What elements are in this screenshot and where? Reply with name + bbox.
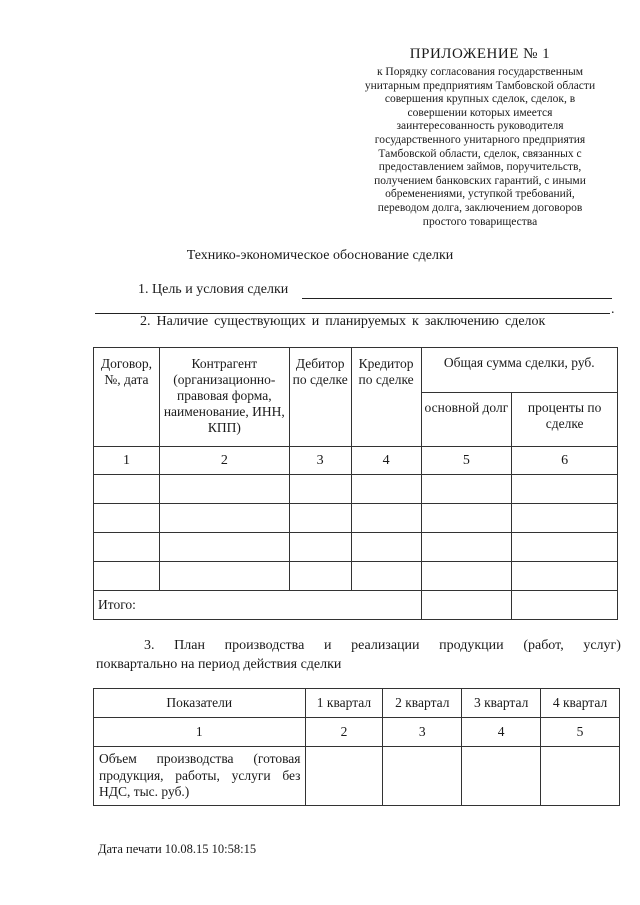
table-cell[interactable] <box>159 475 289 504</box>
header-quarter-3: 3 квартал <box>462 689 541 718</box>
print-date: Дата печати 10.08.15 10:58:15 <box>98 842 257 856</box>
section-3-word: (работ, <box>523 638 564 653</box>
section-3-word: 3. <box>144 638 155 653</box>
column-number: 3 <box>383 718 462 747</box>
column-numbers-row <box>94 718 620 747</box>
table-cell[interactable] <box>289 475 351 504</box>
appendix-line: получением банковских гарантий, с иными <box>374 174 586 187</box>
table-cell[interactable] <box>421 533 512 562</box>
table-cell[interactable] <box>351 504 421 533</box>
section-1-label: 1. Цель и условия сделки <box>138 282 289 297</box>
table-cell[interactable] <box>512 562 618 591</box>
section-3-word: продукции <box>439 638 504 653</box>
table-cell[interactable] <box>351 533 421 562</box>
column-numbers-row <box>94 447 618 475</box>
table-cell[interactable] <box>159 562 289 591</box>
appendix-title: ПРИЛОЖЕНИЕ № 1 <box>409 46 551 62</box>
table-cell[interactable] <box>383 747 462 806</box>
total-row <box>94 591 618 620</box>
header-debtor: Дебитор по сделке <box>289 348 351 447</box>
table-cell[interactable] <box>94 533 160 562</box>
column-number: 5 <box>541 718 620 747</box>
header-indicators: Показатели <box>94 689 306 718</box>
header-creditor: Кредитор по сделке <box>351 348 421 447</box>
table-cell[interactable] <box>421 562 512 591</box>
total-label: Итого: <box>94 591 422 620</box>
header-counterparty: Контрагент (организационно-правовая форма, наименование, ИНН, КПП) <box>159 348 289 447</box>
section-3-word: реализации <box>351 638 420 653</box>
total-principal-cell[interactable] <box>421 591 512 620</box>
column-number: 2 <box>159 447 289 475</box>
appendix-line: совершения крупных сделок, сделок, в <box>384 93 576 106</box>
header-total-sum: Общая сумма сделки, руб. <box>421 348 617 393</box>
appendix-line: простого товарищества <box>422 215 538 228</box>
section-3-word: План <box>174 638 205 653</box>
table-row <box>94 533 618 562</box>
table-row <box>94 747 620 806</box>
table-cell[interactable] <box>289 562 351 591</box>
section-3-second-line: поквартально на период действия сделки <box>96 657 342 672</box>
section-3-word: производства <box>224 638 305 653</box>
table-cell[interactable] <box>94 504 160 533</box>
table-cell[interactable] <box>462 747 541 806</box>
table-cell[interactable] <box>421 504 512 533</box>
column-number: 5 <box>421 447 512 475</box>
table-cell[interactable] <box>159 504 289 533</box>
appendix-line: совершении которых имеется <box>407 106 553 119</box>
table-cell[interactable] <box>351 562 421 591</box>
appendix-line: к Порядку согласования государственным <box>376 66 584 78</box>
column-number: 4 <box>351 447 421 475</box>
header-interest: проценты по сделке <box>512 393 618 447</box>
section-3-text <box>96 636 621 674</box>
section-2-label: 2. Наличие существующих и планируемых к заключению сделок <box>140 314 546 329</box>
section-3-word: услуг) <box>583 638 621 653</box>
table-cell[interactable] <box>94 475 160 504</box>
document-title: Технико-экономическое обоснование сделки <box>186 248 454 263</box>
header-quarter-4: 4 квартал <box>541 689 620 718</box>
table-row <box>94 562 618 591</box>
table-cell[interactable] <box>305 747 383 806</box>
section-3-word: и <box>323 638 332 653</box>
table-cell[interactable] <box>94 562 160 591</box>
column-number: 3 <box>289 447 351 475</box>
header-principal: основной долг <box>421 393 512 447</box>
table-row <box>94 504 618 533</box>
section-3-first-line <box>96 636 621 655</box>
table-row <box>94 475 618 504</box>
table-cell[interactable] <box>512 475 618 504</box>
header-quarter-1: 1 квартал <box>305 689 383 718</box>
appendix-line: унитарным предприятиям Тамбовской области <box>364 79 596 92</box>
column-number: 2 <box>305 718 383 747</box>
table-cell[interactable] <box>289 504 351 533</box>
column-number: 4 <box>462 718 541 747</box>
header-contract: Договор, №, дата <box>94 348 160 447</box>
section-1-fill-line[interactable] <box>302 298 612 299</box>
appendix-line: переводом долга, заключением договоров <box>377 201 583 214</box>
column-number: 1 <box>94 447 160 475</box>
table-cell[interactable] <box>289 533 351 562</box>
table-cell[interactable] <box>512 504 618 533</box>
total-interest-cell[interactable] <box>512 591 618 620</box>
appendix-line: предоставлением займов, поручительств, <box>378 161 582 174</box>
appendix-line: обременениями, уступкой требований, <box>385 188 575 201</box>
row-label-production-volume: Объем производства (готовая продукция, работы, услуги без НДС, тыс. руб.) <box>94 747 306 806</box>
table-cell[interactable] <box>541 747 620 806</box>
column-number: 1 <box>94 718 306 747</box>
header-quarter-2: 2 квартал <box>383 689 462 718</box>
table-cell[interactable] <box>159 533 289 562</box>
production-plan-table <box>93 688 620 806</box>
table-cell[interactable] <box>512 533 618 562</box>
appendix-line: Тамбовской области, сделок, связанных с <box>378 147 582 160</box>
column-number: 6 <box>512 447 618 475</box>
section-1-end-dot: . <box>611 302 615 317</box>
appendix-subtitle <box>346 66 614 229</box>
appendix-line: заинтересованность руководителя <box>396 120 564 133</box>
table-cell[interactable] <box>421 475 512 504</box>
appendix-line: государственного унитарного предприятия <box>374 133 586 146</box>
table-cell[interactable] <box>351 475 421 504</box>
deals-table <box>93 347 618 620</box>
